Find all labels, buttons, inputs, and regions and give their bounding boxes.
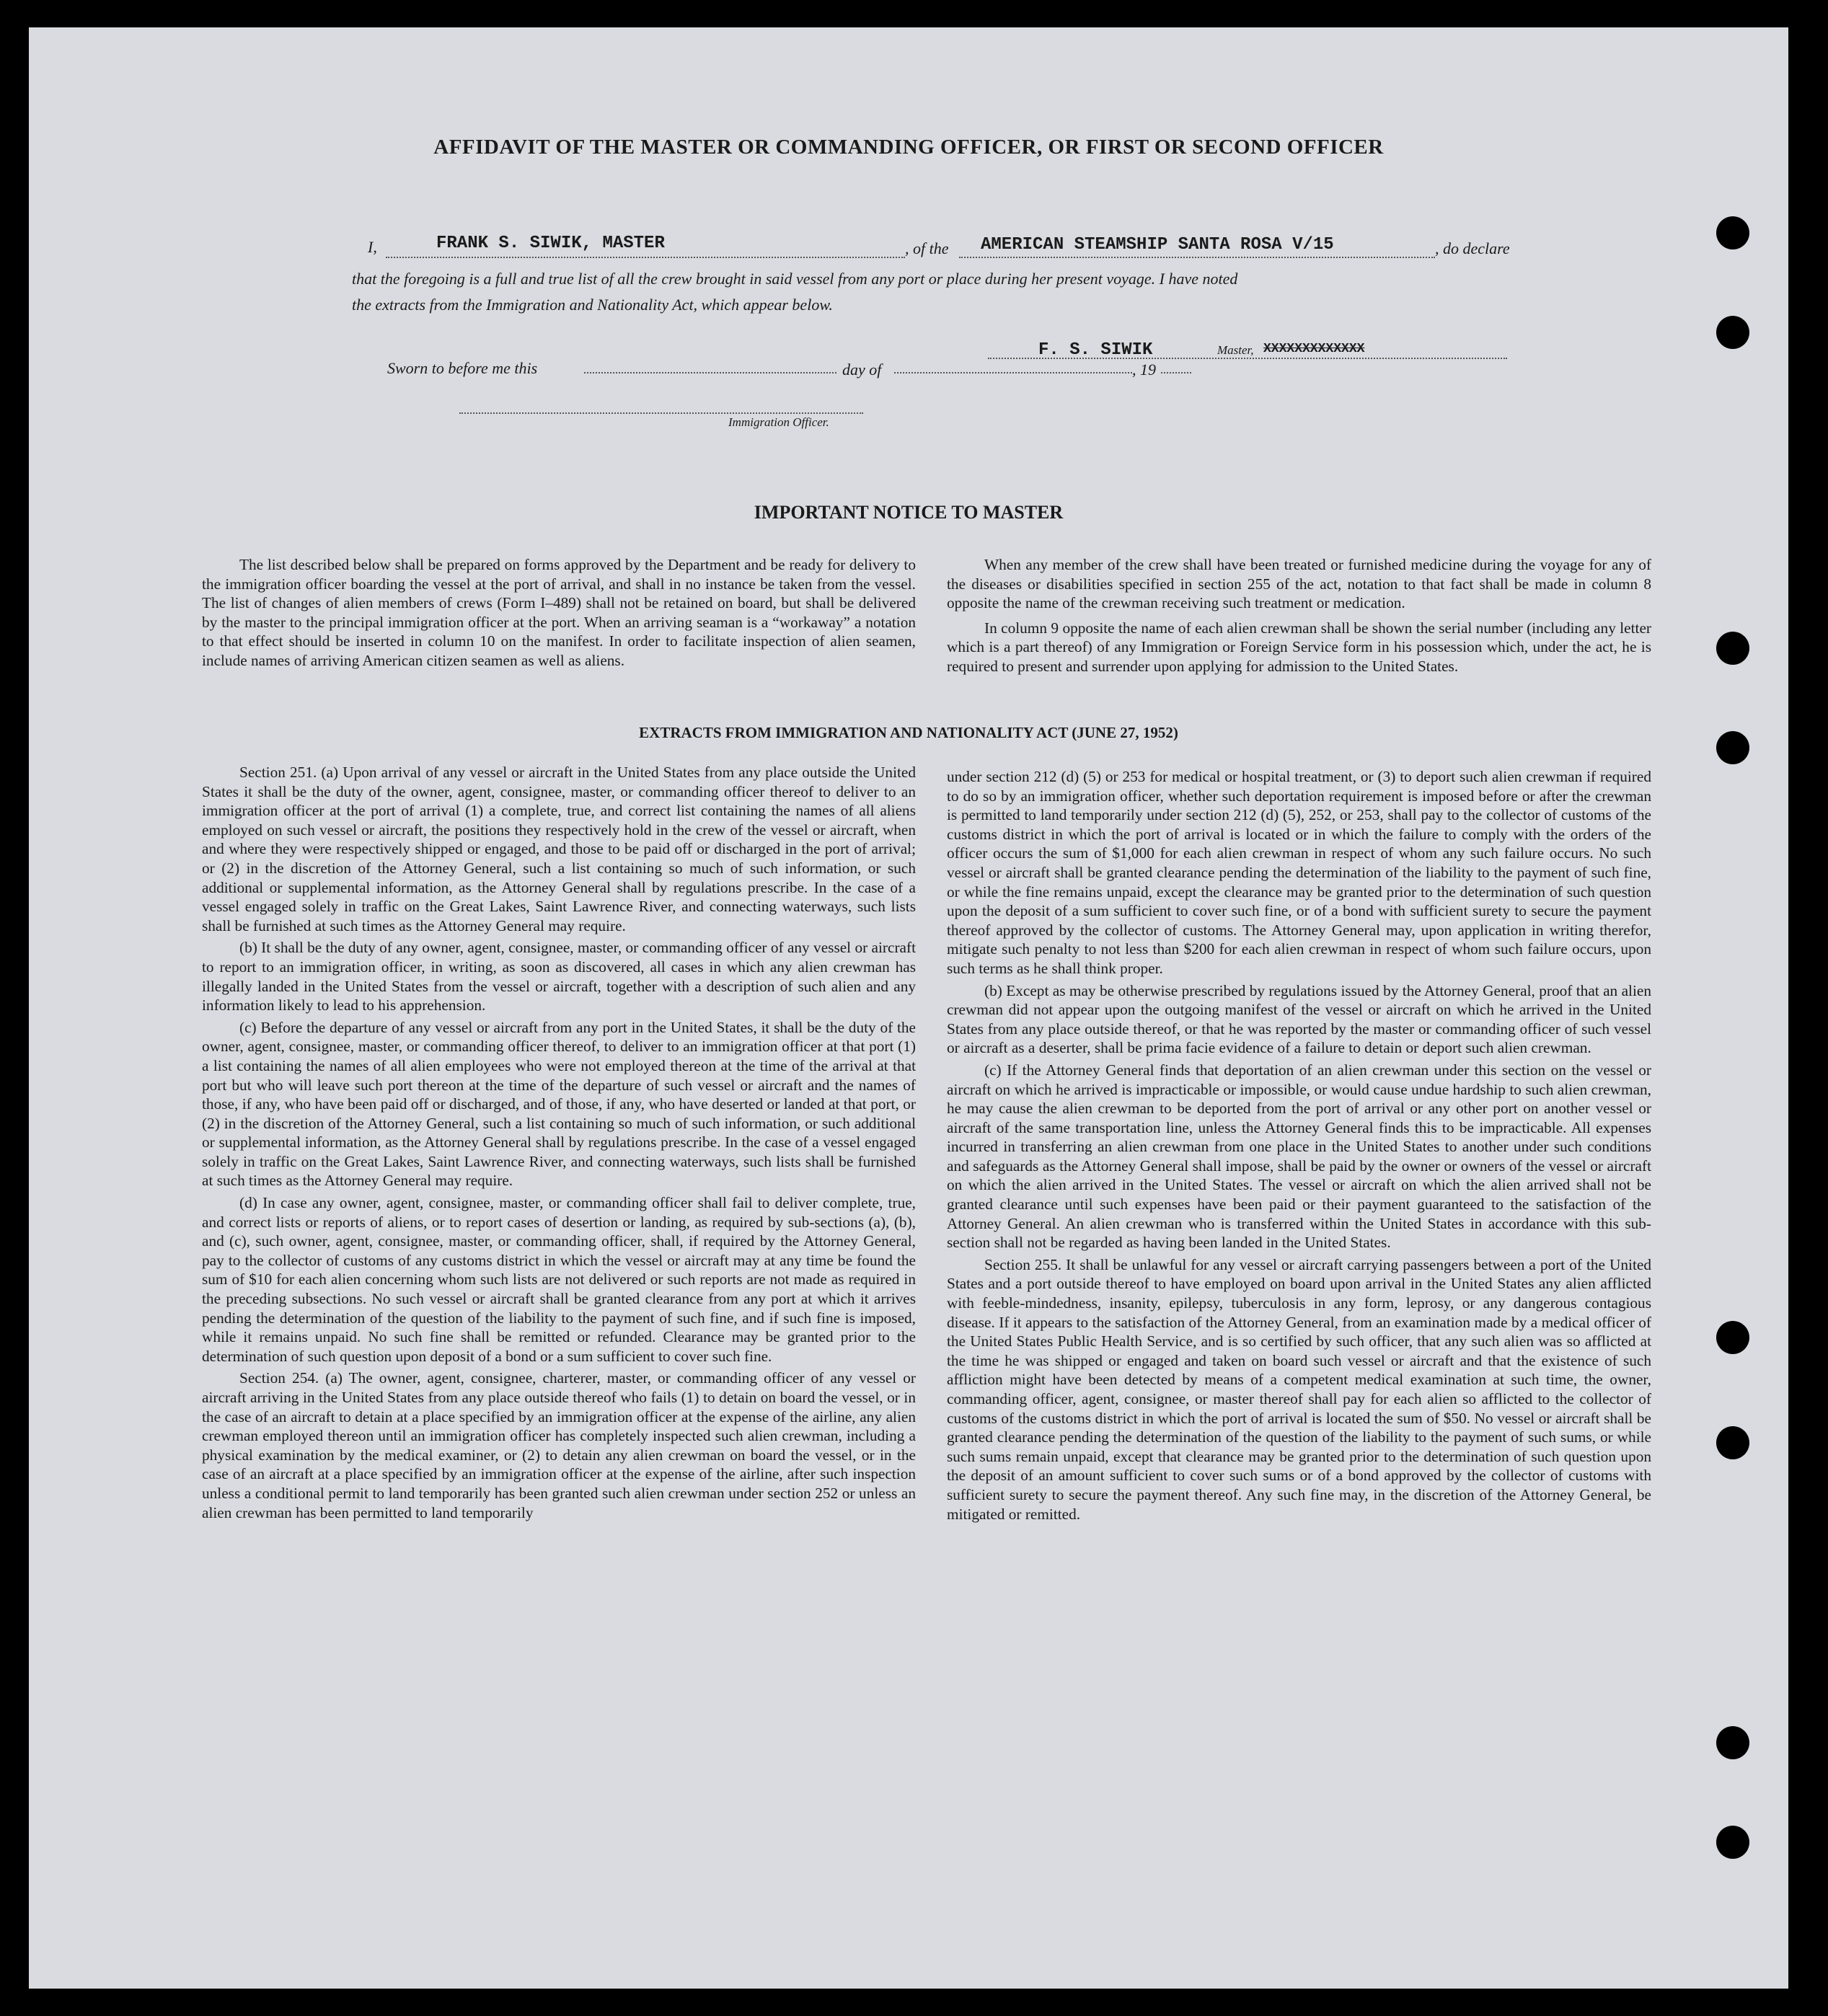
- immigration-officer-line: [459, 411, 863, 414]
- master-label: Master,: [1217, 343, 1254, 357]
- extracts-title: EXTRACTS FROM IMMIGRATION AND NATIONALITY ACT (JUNE 27, 1952): [639, 724, 1178, 741]
- signature-line: [988, 339, 1507, 359]
- punch-hole: [1716, 1826, 1749, 1859]
- section-254-a-continued: under section 212 (d) (5) or 253 for medical or hospital treatment, or (3) to deport such alien crewman if required to do so by an immigration officer, whether such deportation requirement is imposed before or after the crewman is permitted to land temporarily under section 212 (d) (5), 252, or 253, shall pay to the collector of customs of the customs district in which the port of arrival is located or in which the failure to comply with the orders of the officer occurs the sum of $1,000 for each alien crewman in respect of whom any such failure occurs. No such vessel or aircraft shall be granted clearance pending the determination of the liability to the payment of such fine, or while the fine remains unpaid, except the clearance may be granted prior to the determination of such question upon the deposit of a sum sufficient to cover such fine, or of a bond with sufficient surety to secure the payment thereof approved by the collector of customs. The Attorney General may, upon application in writing therefor, mitigate such penalty to not less than $200 for each alien crewman in respect of whom such failure occurs, upon such terms as he shall think proper.: [947, 768, 1651, 977]
- punch-hole: [1716, 316, 1749, 349]
- struck-officer-title: XXXXXXXXXXXXX: [1263, 342, 1365, 356]
- notice-left-paragraph: The list described below shall be prepared on forms approved by the Department and be ready for delivery to the immigration officer boarding the vessel at the port of arrival, and shall in no instance be taken from the vessel. The list of changes of alien members of crews (Form I–489) shall not be retained on board, but shall be delivered by the master to the principal immigration officer at the port. When an arriving seaman is a “workaway” a notation to that effect should be inserted in column 10 on the manifest. In order to facilitate inspection of alien seamen, include names of arriving American citizen seamen as well as aliens.: [202, 556, 916, 669]
- affidavit-title: AFFIDAVIT OF THE MASTER OR COMMANDING OFFICER, OR FIRST OR SECOND OFFICER: [433, 136, 1384, 159]
- section-255: Section 255. It shall be unlawful for any vessel or aircraft carrying passengers between a port of the United States and a port outside thereof to have employed on board upon arrival in the United States any alien afflicted with feeble-mindedness, insanity, epilepsy, tuberculosis in any form, leprosy, or any dangerous contagious disease. If it appears to the satisfaction of the Attorney General, from an examination made by a medical officer of the United States Public Health Service, and is so certified by such officer, that any such alien was so afflicted at the time he was shipped or engaged and taken on board such vessel or aircraft and that the existence of such affliction might have been detected by means of a competent medical examination at such time, the owner, commanding officer, agent, consignee, or master thereof shall pay for each alien so afflicted to the collector of customs of the customs district in which the port of arrival is located the sum of $50. No vessel or aircraft shall be granted clearance pending the determination of the question of the liability to the payment of such sums, or while such sums remain unpaid, except that clearance may be granted prior to the determination of such question upon the deposit of an amount sufficient to cover such sums or of a bond approved by the collector of customs with sufficient surety to secure the payment thereof. Any such fine may, in the discretion of the Attorney General, be mitigated or remitted.: [947, 1255, 1651, 1523]
- master-name: FRANK S. SIWIK, MASTER: [436, 234, 665, 253]
- of-the-label: , of the: [905, 239, 949, 257]
- notice-right-column: [947, 555, 1651, 679]
- declare-label: , do declare: [1435, 239, 1510, 257]
- notice-left-column: [202, 555, 916, 673]
- vessel-line: [959, 234, 1435, 258]
- year-label: , 19: [1132, 361, 1156, 379]
- sworn-month-line: [894, 371, 1132, 373]
- punch-hole: [1716, 1426, 1749, 1459]
- section-254-b: (b) Except as may be otherwise prescribed by regulations issued by the Attorney General, proof that an alien crewman did not appear upon the outgoing manifest of the vessel or aircraft on which he arrived in the United States from any place outside thereof, or that he was reported by the master or commanding officer of such vessel or aircraft as a deserter, shall be prima facie evidence of a failure to detain or deport such alien crewman.: [947, 981, 1651, 1057]
- punch-hole: [1716, 731, 1749, 764]
- section-251-b: (b) It shall be the duty of any owner, agent, consignee, master, or commanding officer of any vessel or aircraft to report to an immigration officer, in writing, as soon as discovered, all cases in which any alien crewman has illegally landed in the United States from the vessel or aircraft, together with a description of such alien and any information likely to lead to his apprehension.: [202, 939, 916, 1014]
- notice-title: IMPORTANT NOTICE TO MASTER: [754, 502, 1064, 523]
- vessel-name: AMERICAN STEAMSHIP SANTA ROSA V/15: [981, 235, 1334, 255]
- section-254-c: (c) If the Attorney General finds that deportation of an alien crewman under this section on the vessel or aircraft on which he arrived is impracticable or impossible, or would cause undue hardship to such alien crewman, he may cause the alien crewman to be deported from the port of arrival or any other port on another vessel or aircraft of the same transportation line, unless the Attorney General finds this to be impracticable. All expenses incurred in transferring an alien crewman from one place in the United States to another under such conditions and safeguards as the Attorney General shall impose, shall be paid by the owner or owners of the vessel or aircraft on which the alien arrived in the United States. The vessel or aircraft on which the alien arrived shall not be granted clearance until such expenses have been paid or their payment guaranteed to the satisfaction of the Attorney General. An alien crewman who is transferred within the United States in accordance with this sub-section shall not be regarded as having been landed in the United States.: [947, 1061, 1651, 1252]
- extracts-left-column: [202, 763, 916, 1525]
- section-254-a: Section 254. (a) The owner, agent, consignee, charterer, master, or commanding officer of any vessel or aircraft arriving in the United States from any place outside thereof who fails (1) to detain on board the vessel, or in the case of an aircraft to detain at a place specified by an immigration officer at the expense of the airline, any alien crewman employed thereon until an immigration officer has completely inspected such alien crewman, including a physical examination by the medical examiner, or (2) to detain any alien crewman on board the vessel, or in the case of an aircraft at a place specified by an immigration officer at the expense of the airline, after such inspection unless a conditional permit to land temporarily has been granted such alien crewman under section 252 or unless an alien crewman has been permitted to land temporarily: [202, 1369, 916, 1521]
- notice-right-paragraph-1: When any member of the crew shall have been treated or furnished medicine during the voyage for any of the diseases or disabilities specified in section 255 of the act, notation to that fact shall be made in column 8 opposite the name of the crewman receiving such treatment or medication.: [947, 556, 1651, 612]
- sworn-label: Sworn to before me this: [387, 359, 538, 377]
- day-of-label: day of: [842, 361, 882, 379]
- punch-hole: [1716, 632, 1749, 665]
- extracts-right-column: [947, 767, 1651, 1526]
- sworn-day-line: [584, 371, 836, 373]
- statement-line-2: the extracts from the Immigration and Nationality Act, which appear below.: [352, 296, 833, 314]
- statement-line-1: that the foregoing is a full and true list of all the crew brought in said vessel from any port or place during her present voyage. I have noted: [352, 270, 1238, 288]
- notice-right-paragraph-2: In column 9 opposite the name of each alien crewman shall be shown the serial number (including any letter which is a part thereof) of any Immigration or Foreign Service form in his possession which, under the act, he is required to present and surrender upon applying for admission to the United States.: [947, 619, 1651, 675]
- punch-hole: [1716, 1321, 1749, 1354]
- section-251-c: (c) Before the departure of any vessel or aircraft from any port in the United States, it shall be the duty of the owner, agent, consignee, master, or commanding officer thereof, to deliver to an immigration officer at that port (1) a list containing the names of all alien employees who were not employed thereon at the time of the arrival at that port but who will leave such port thereon at the time of the departure of such vessel or aircraft and the names of those, if any, who have been paid off or discharged, and of those, if any, who have deserted or landed at that port, or (2) in the discretion of the Attorney General, such a list containing so much of such information, or such additional or supplemental information, as the Attorney General shall by regulations prescribe. In the case of a vessel engaged solely in traffic on the Great Lakes, Saint Lawrence River, and connecting waterways, such lists shall be furnished at such times as the Attorney General may require.: [202, 1018, 916, 1190]
- immigration-officer-label: Immigration Officer.: [728, 415, 829, 429]
- signature: F. S. SIWIK: [1038, 340, 1153, 360]
- section-251-d: (d) In case any owner, agent, consignee, master, or commanding officer shall fail to deliver complete, true, and correct lists or reports of aliens, or to report cases of desertion or landing, as required by sub-sections (a), (b), and (c), such owner, agent, consignee, master, or commanding officer, shall, if required by the Attorney General, pay to the collector of customs of any customs district in which the vessel or aircraft may at any time be found the sum of $10 for each alien concerning whom such lists are not delivered or such reports are not made as required in the preceding subsections. No such vessel or aircraft shall be granted clearance from any port at which it arrives pending the determination of the question of the liability to the payment of such fine, and if such fine is imposed, while it remains unpaid. No such fine shall be remitted or refunded. Clearance may be granted prior to the determination of such question upon deposit of a bond or a sum sufficient to cover such fine.: [202, 1194, 916, 1365]
- document-page: [29, 27, 1788, 1989]
- i-label: I,: [368, 238, 377, 256]
- master-name-line: [386, 234, 905, 258]
- punch-hole: [1716, 216, 1749, 249]
- punch-hole: [1716, 1726, 1749, 1759]
- sworn-year-line: [1161, 371, 1191, 373]
- section-251-a: Section 251. (a) Upon arrival of any vessel or aircraft in the United States from any place outside the United States it shall be the duty of the owner, agent, consignee, master, or commanding officer thereof to deliver to an immigration officer at the port of arrival (1) a complete, true, and correct list containing the names of all aliens employed on such vessel or aircraft, the positions they respectively hold in the crew of the vessel or aircraft, when and where they were respectively shipped or engaged, and those to be paid off or discharged in the port of arrival; or (2) in the discretion of the Attorney General, such a list containing so much of such information, or such additional or supplemental information, as the Attorney General shall by regulations prescribe. In the case of a vessel engaged solely in traffic on the Great Lakes, Saint Lawrence River, and connecting waterways, such lists shall be furnished at such times as the Attorney General may require.: [202, 764, 916, 934]
